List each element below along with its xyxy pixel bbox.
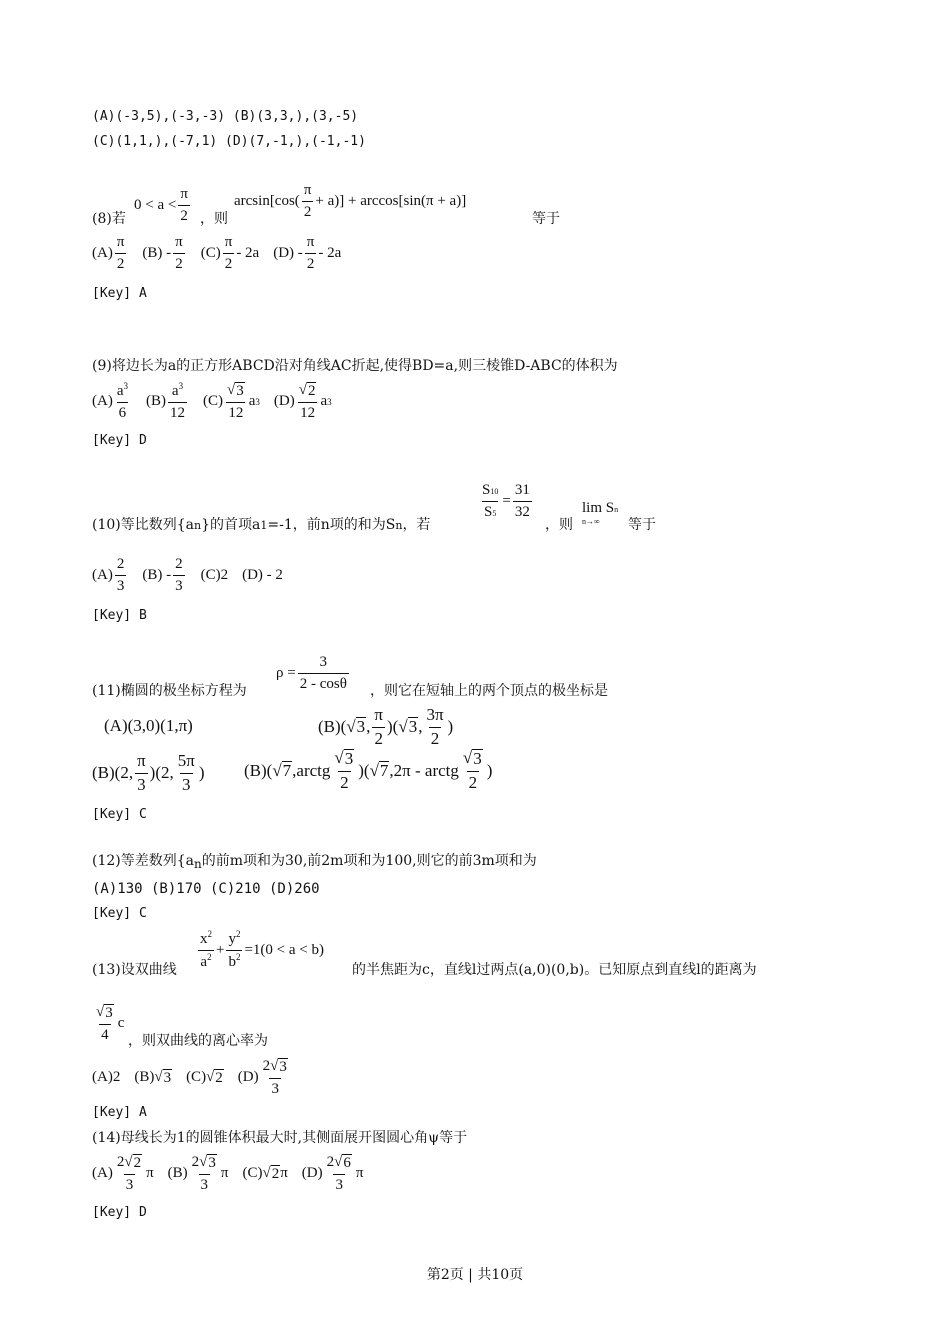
q9-opt-d-tail: a (320, 393, 328, 409)
q14-key: [Key] D (92, 1205, 147, 1220)
radicand: 7 (379, 760, 389, 780)
q9-opt-c-frac (225, 382, 247, 421)
frac-den: 2 (223, 253, 235, 273)
exponent: 3 (255, 396, 260, 407)
sqrt: √ 3 (227, 382, 244, 399)
frac-den: 2 (302, 201, 314, 221)
subscript: n (395, 519, 403, 532)
frac-num: π (303, 182, 312, 198)
frac-den: 2 (468, 772, 478, 792)
q13-opt-c-label: (C) (186, 1069, 207, 1085)
s-symbol: S (482, 482, 491, 498)
paren: )(2, (149, 763, 174, 783)
q13-opt-d-label: (D) (237, 1069, 259, 1085)
q13-key: [Key] A (92, 1105, 147, 1120)
frac (372, 706, 385, 748)
q14-opt-a-label: (A) (92, 1165, 113, 1181)
sqrt: √ 6 (334, 1154, 351, 1171)
frac (115, 1154, 144, 1193)
frac-den: 3 (182, 774, 191, 794)
frac-num: 2 (116, 556, 125, 572)
frac-num (225, 382, 247, 402)
q10-opt-b-frac (173, 556, 185, 594)
frac-num (332, 749, 356, 771)
frac-den: 2 (340, 772, 349, 792)
comma: , (418, 717, 423, 737)
frac-den: 3 (333, 1174, 345, 1194)
subscript: n (194, 857, 202, 871)
frac-num (325, 1154, 354, 1174)
frac-den: 12 (298, 402, 317, 422)
q12-stem-b: 的前m项和为30,前2m项和为100,则它的前3m项和为 (201, 853, 537, 869)
frac-num: 2 (175, 556, 183, 572)
lim-row (582, 500, 618, 517)
q10-sep: ，则 (545, 517, 573, 533)
paren: )( (387, 717, 399, 737)
q14-opt-b-label: (B) (167, 1165, 188, 1181)
lim-sub: n→∞ (582, 517, 600, 526)
frac-num: π (180, 186, 188, 202)
q13-line2: ，则双曲线的离心率为 (128, 1033, 268, 1049)
q8-expression (234, 182, 466, 220)
q8-condition (134, 186, 192, 224)
frac-num (94, 1004, 116, 1024)
q8-prefix: (8)若 (92, 211, 126, 227)
exponent: 2 (207, 951, 212, 962)
q8-opt-b-label: (B) - (142, 244, 172, 261)
q9-opt-d-label: (D) (273, 393, 295, 409)
q10-opt-b-label: (B) - (142, 566, 172, 583)
q11-stem-suffix: ，则它在短轴上的两个顶点的极坐标是 (370, 683, 608, 699)
q11-option-b1 (318, 706, 453, 748)
sqrt: √ 3 (398, 717, 418, 737)
q10-limit (582, 500, 618, 526)
q8-expr-a: arcsin[cos( (234, 192, 300, 209)
paren: ) (486, 760, 493, 780)
q9-opt-d-frac (297, 382, 319, 421)
sqrt: √ 3 (346, 717, 366, 737)
q9-opt-c-label: (C) (203, 393, 223, 409)
label: (B)( (318, 717, 347, 737)
paren: )( (358, 760, 370, 780)
radicand: 3 (473, 749, 482, 768)
q8-key: [Key] A (92, 286, 147, 301)
frac (94, 1004, 116, 1043)
q14-opt-d-label: (D) (301, 1165, 323, 1181)
frac-den: 2 - cosθ (298, 673, 349, 693)
rho: ρ = (276, 664, 296, 681)
page-footer: 第2页 | 共10页 (426, 1267, 524, 1283)
frac-den: 3 (124, 1174, 136, 1194)
frac-den: 2 (430, 728, 440, 748)
frac-num: 3 (319, 654, 328, 670)
exponent: 2 (235, 951, 241, 962)
frac (461, 749, 485, 792)
frac-den: 2 (305, 253, 317, 273)
radicand: 3 (279, 1059, 287, 1075)
q9-key: [Key] D (92, 433, 147, 448)
q9-opt-b-frac (168, 382, 187, 421)
coef: 2 (326, 1154, 335, 1170)
q9-opt-a-frac (115, 382, 130, 421)
frac-den (198, 950, 213, 971)
frac-num: π (374, 705, 384, 724)
q9-opt-c-tail: a (248, 393, 256, 409)
q10-prefix: (10)等比数列{a (92, 517, 194, 533)
q8-opt-d-tail: - 2a (318, 244, 342, 261)
coef: 2 (262, 1058, 271, 1074)
q13-prefix: (13)设双曲线 (92, 962, 177, 978)
q8-cond-frac (178, 186, 190, 224)
radicand: 3 (408, 717, 418, 737)
frac-num (261, 1058, 290, 1078)
q10-key: [Key] B (92, 608, 147, 623)
sqrt: √ 2 (206, 1068, 223, 1086)
q12-options: (A)130 (B)170 (C)210 (D)260 (92, 881, 320, 897)
q9-options (92, 382, 332, 421)
q12-key: [Key] C (92, 906, 147, 921)
frac-num: 5π (177, 751, 195, 770)
sqrt: √ 2 (124, 1154, 142, 1171)
q12-stem (92, 854, 537, 870)
frac (261, 1058, 290, 1097)
radicand: 3 (344, 749, 354, 768)
label: (B)(2, (92, 763, 134, 783)
var: a (200, 953, 208, 970)
q11-option-b2 (92, 752, 205, 794)
radicand: 2 (271, 1165, 280, 1182)
frac-num: π (306, 234, 315, 250)
q8-opt-d-frac (305, 234, 317, 272)
q8-opt-a-label: (A) (92, 244, 113, 261)
plus: + (216, 941, 225, 958)
frac-den (226, 950, 242, 971)
label: (B)( (244, 760, 273, 780)
frac-num (461, 749, 485, 771)
frac-den: 2 (374, 728, 383, 748)
q13-suffix: 的半焦距为c，直线l过两点(a,0)(0,b)。已知原点到直线l的距离为 (352, 962, 757, 978)
q10-r-frac (513, 482, 532, 520)
frac-den: 3 (115, 575, 127, 595)
frac-num: 31 (514, 482, 530, 498)
sqrt: √ 2 (262, 1164, 280, 1182)
q13-distance (92, 1004, 124, 1043)
radicand: 2 (215, 1069, 223, 1086)
q11-option-a: (A)(3,0)(1,π) (104, 716, 193, 735)
radicand: 6 (343, 1155, 351, 1171)
frac-num (198, 930, 214, 950)
subscript: n (614, 505, 619, 514)
sqrt: √ 3 (199, 1154, 216, 1171)
radicand: 3 (236, 383, 244, 399)
q10-mid2: =-1，前n项的和为S (267, 517, 396, 533)
q8-opt-c-tail: - 2a (236, 244, 260, 261)
frac-num (480, 482, 500, 501)
radicand: 3 (356, 717, 366, 737)
q7-options-line2: (C)(1,1,),(-7,1) (D)(7,-1,),(-1,-1) (92, 134, 366, 149)
frac-den: 3 (269, 1078, 281, 1098)
s-symbol: S (484, 503, 493, 520)
exponent: 2 (235, 929, 241, 939)
subscript: 10 (490, 487, 499, 496)
sqrt: √ 3 (270, 1058, 287, 1075)
var: y (228, 931, 236, 947)
frac-den: 2 (115, 253, 127, 273)
q10-opt-a-frac (115, 556, 127, 594)
sqrt: √ 3 (96, 1004, 113, 1021)
q7-options-line1: (A)(-3,5),(-3,-3) (B)(3,3,),(3,-5) (92, 109, 359, 124)
frac (198, 930, 214, 970)
q10-s-frac (480, 482, 500, 520)
q8-opt-b-frac (173, 234, 185, 272)
q10-opt-c-label: (C)2 (200, 566, 229, 583)
coef: 2 (116, 1154, 125, 1170)
frac (325, 1154, 354, 1193)
q8-opt-c-label: (C) (200, 244, 221, 261)
lim-s: S (605, 500, 615, 516)
radicand: 3 (163, 1069, 172, 1086)
q13-options (92, 1058, 292, 1097)
comma: , (366, 717, 371, 737)
frac-den: 12 (226, 402, 245, 422)
radicand: 3 (208, 1155, 216, 1171)
frac-den: 2 (173, 253, 185, 273)
frac-num: π (137, 751, 146, 770)
exponent: 2 (207, 929, 212, 939)
equals: = (502, 492, 511, 509)
q8-sep: ，则 (200, 211, 228, 227)
exponent: 3 (178, 381, 184, 391)
frac-num: π (116, 234, 125, 250)
q8-suffix: 等于 (532, 211, 560, 227)
frac-den: 3 (173, 575, 185, 595)
q14-stem: (14)母线长为1的圆锥体积最大时,其侧面展开图圆心角ψ等于 (92, 1130, 468, 1146)
frac-num: π (224, 234, 233, 250)
lim: lim (582, 500, 603, 516)
frac (332, 749, 356, 792)
frac-den: 3 (137, 774, 146, 794)
q14-options (92, 1154, 363, 1193)
paren: ) (447, 717, 454, 737)
q11-equation (276, 654, 351, 692)
sqrt: √ 7 (369, 760, 389, 780)
frac-den: 12 (168, 402, 187, 422)
q13-equation (196, 930, 324, 970)
q11-stem-prefix: (11)椭圆的极坐标方程为 (92, 683, 247, 699)
frac-num (190, 1154, 219, 1174)
frac-den: 3 (199, 1174, 211, 1194)
var: x (200, 931, 208, 947)
frac (226, 930, 242, 970)
frac-den: 4 (99, 1024, 111, 1044)
frac-num (115, 1154, 144, 1174)
q11-option-b3 (244, 749, 492, 792)
frac-den: 6 (117, 402, 129, 422)
sqrt: √ 3 (462, 748, 482, 768)
q10-opt-a-label: (A) (92, 566, 113, 583)
subscript: 1 (260, 519, 268, 532)
q10-ratio (478, 482, 534, 520)
q8-stem (92, 212, 126, 226)
radicand: 2 (133, 1155, 142, 1171)
paren: ) (198, 763, 205, 783)
frac-den (482, 501, 498, 521)
q10-mid3: ，若 (402, 517, 431, 533)
q10-stem (92, 518, 430, 532)
radicand: 2 (307, 383, 316, 399)
subscript: n (194, 519, 202, 532)
q8-opt-c-frac (223, 234, 235, 272)
frac-num (226, 930, 242, 950)
arctg2: ,2π - arctg (389, 760, 459, 780)
frac-den: 2 (178, 205, 190, 225)
tail: =1(0 < a < b) (244, 941, 324, 958)
coef: 2 (191, 1154, 200, 1170)
q8-opt-a-frac (115, 234, 127, 272)
q13-opt-b-label: (B) (134, 1069, 155, 1085)
q8-expr-b: + a)] + arccos[sin(π + a)] (315, 192, 467, 209)
q11-key: [Key] C (92, 807, 147, 822)
pi: π (146, 1165, 154, 1181)
subscript: 5 (492, 508, 497, 518)
frac (424, 706, 445, 748)
frac-num (297, 382, 319, 402)
q12-stem-a: (12)等差数列{a (92, 853, 194, 869)
frac (190, 1154, 219, 1193)
radicand: 3 (105, 1005, 113, 1021)
q8-cond-lhs: 0 < a < (134, 196, 177, 213)
frac-base: a (171, 383, 179, 399)
sqrt: √ 3 (334, 748, 354, 768)
q10-opt-d-label: (D) - 2 (242, 566, 283, 583)
sqrt: √ 2 (298, 382, 316, 399)
q10-options (92, 556, 283, 594)
pi: π (280, 1165, 288, 1181)
radicand: 7 (282, 760, 292, 780)
pi: π (355, 1165, 364, 1181)
frac-base: a (116, 383, 124, 399)
frac-num (115, 382, 130, 402)
sqrt: √ 3 (154, 1068, 172, 1086)
pi: π (220, 1165, 229, 1181)
q14-opt-c-label: (C) (242, 1165, 263, 1181)
q9-opt-a-label: (A) (92, 393, 113, 409)
frac-num (170, 382, 185, 402)
arctg: ,arctg (292, 760, 331, 780)
q9-opt-b-label: (B) (146, 393, 166, 409)
exponent: 3 (123, 381, 128, 391)
q8-opt-d-label: (D) - (273, 244, 303, 261)
q8-options (92, 234, 341, 272)
q8-expr-frac (302, 182, 314, 220)
c: c (117, 1015, 125, 1031)
frac-den: 32 (513, 501, 532, 521)
q10-mid1: }的首项a (201, 517, 261, 533)
frac (176, 752, 197, 794)
frac-num: π (175, 234, 183, 250)
q13-opt-a: (A)2 (92, 1069, 121, 1085)
exponent: 3 (327, 396, 332, 407)
frac-num: 3π (426, 705, 444, 724)
q10-suffix: 等于 (628, 517, 656, 533)
frac (135, 752, 148, 794)
q9-stem: (9)将边长为a的正方形ABCD沿对角线AC折起,使得BD=a,则三棱锥D-ABC的体积为 (92, 358, 618, 374)
q11-frac (298, 654, 349, 692)
sqrt: √ 7 (272, 760, 292, 780)
var: b (228, 953, 236, 970)
